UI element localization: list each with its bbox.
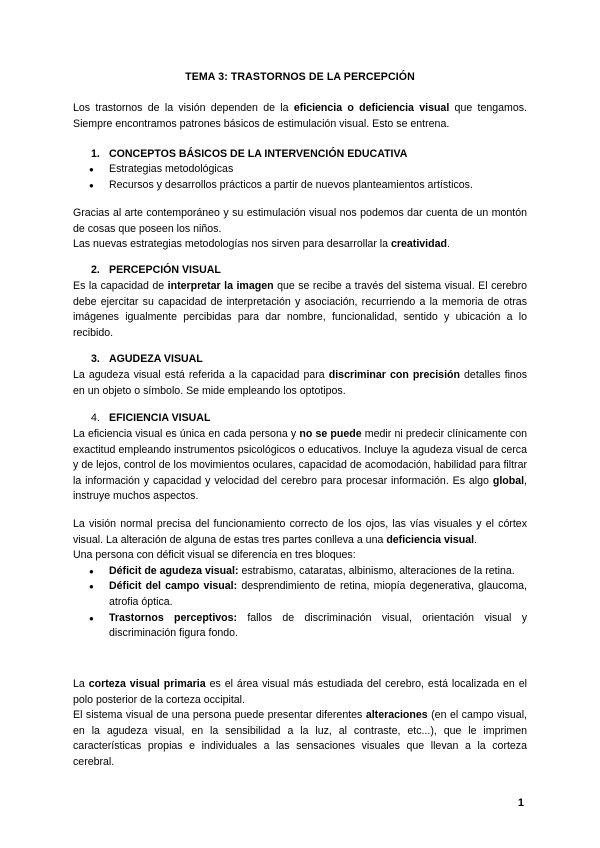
vision-text-3: Una persona con déficit visual se diferencia en tres bloques:: [73, 549, 356, 562]
deficit-text: fallos de discriminación visual, orientación visual y discriminación figura fondo.: [109, 611, 528, 640]
list-item: ● Recursos y desarrollos prácticos a partir de nuevos planteamientos artísticos.: [73, 178, 527, 194]
section-2-number: 2.: [91, 264, 100, 276]
corteza-bold-2: alteraciones: [365, 709, 428, 722]
corteza-text: La: [73, 678, 89, 690]
section-2-paragraph: [73, 279, 527, 341]
section-4-text-end: , instruye muchos aspectos.: [73, 474, 527, 503]
deficit-text: desprendimiento de retina, miopía degenerativa, glaucoma, atrofia óptica.: [109, 580, 528, 608]
section-1-number: 1.: [91, 148, 100, 160]
deficit-label: Déficit de agudeza visual:: [109, 564, 239, 577]
document-title: TEMA 3: TRASTORNOS DE LA PERCEPCIÓN: [185, 71, 415, 83]
section-1-title: CONCEPTOS BÁSICOS DE LA INTERVENCIÓN EDUCATIVA: [109, 148, 408, 160]
section-4-text: La eficiencia visual es única en cada persona y: [73, 428, 300, 440]
section-2-bold: interpretar la imagen: [167, 280, 274, 292]
page-number: 1: [517, 797, 524, 809]
vision-bold: deficiencia visual: [386, 533, 475, 546]
deficit-label: Déficit del campo visual:: [109, 580, 238, 593]
deficit-list: [73, 564, 527, 642]
section-4-bold-2: global: [492, 474, 525, 487]
intro-bold: eficiencia o deficiencia visual: [293, 102, 450, 114]
list-item: [73, 564, 527, 580]
vision-text-end: .: [474, 533, 478, 546]
intro-paragraph: [73, 101, 527, 132]
section-4-number: 4.: [91, 412, 100, 424]
section-4-paragraph: [73, 427, 527, 505]
section-2-heading: [91, 263, 221, 279]
section-3-title: AGUDEZA VISUAL: [109, 353, 203, 365]
section-3-bold: discriminar con precisión: [328, 369, 460, 381]
section-4-heading: [91, 411, 210, 427]
vision-text: La visión normal precisa del funcionamiento correcto de los ojos, las vías visuales y el córtex visual. La alteración de alguna de estas tres partes conlleva a una: [73, 518, 527, 546]
arte-text-end: .: [446, 238, 450, 251]
section-1-list: [73, 162, 527, 193]
section-4-bold: no se puede: [299, 428, 362, 440]
section-4-text-2: medir ni predecir clínicamente con exactitud empleando instrumentos psicológicos o educativos. Incluye la agudeza visual de cerca y de lejos, control de los movimientos oculares, capacidad de acomodación, habilidad para filtrar la información y capacidad y velocidad del cerebro para procesar información. Es algo: [73, 428, 528, 487]
corteza-bold: corteza visual primaria: [88, 678, 206, 690]
section-3-heading: [91, 352, 203, 368]
arte-bold: creatividad: [391, 238, 447, 251]
arte-paragraph: [73, 206, 527, 253]
list-item: [73, 579, 527, 610]
section-2-text: Es la capacidad de: [73, 280, 168, 292]
section-3-text: La agudeza visual está referida a la capacidad para: [73, 369, 329, 381]
section-2-text-end: que se recibe a través del sistema visual. El cerebro debe ejercitar su capacidad de interpretación y asociación, recurriendo a la memoria de otras imágenes igualmente percibidas para dar nombre, funcionalidad, sentido y ubicación a lo recibido.: [73, 280, 527, 339]
arte-text-2: Las nuevas estrategias metodologías nos sirven para desarrollar la: [73, 238, 391, 251]
corteza-text-end: (en el campo visual, en la agudeza visual, en la sensibilidad a la luz, al contraste, etc...), que le imprimen características propias e individuales a las sensaciones visuales que llevan a la corteza cerebral.: [73, 709, 527, 768]
intro-text: Los trastornos de la visión dependen de la: [73, 102, 294, 114]
corteza-text-3: El sistema visual de una persona puede presentar diferentes: [73, 709, 366, 722]
section-3-paragraph: [73, 368, 527, 399]
vision-paragraph: [73, 517, 527, 642]
section-1-heading: [91, 147, 407, 163]
section-4-title: EFICIENCIA VISUAL: [109, 412, 211, 424]
intro-text-end: que tengamos. Siempre encontramos patrones básicos de estimulación visual. Esto se entrena.: [73, 102, 527, 130]
list-item: [73, 611, 527, 642]
section-2-title: PERCEPCIÓN VISUAL: [109, 264, 221, 276]
section-3-text-end: detalles finos en un objeto o símbolo. Se mide empleando los optotipos.: [73, 369, 528, 397]
list-item: ● Estrategias metodológicas: [73, 162, 527, 178]
corteza-text-2: es el área visual más estudiada del cerebro, está localizada en el polo posterior de la corteza occipital.: [73, 678, 527, 706]
section-3-number: 3.: [91, 353, 100, 365]
corteza-paragraph: [73, 677, 527, 771]
arte-text: Gracias al arte contemporáneo y su estimulación visual nos podemos dar cuenta de un montón de cosas que poseen los niños.: [73, 207, 527, 235]
deficit-text: estrabismo, cataratas, albinismo, alteraciones de la retina.: [238, 564, 515, 577]
deficit-label: Trastornos perceptivos:: [109, 611, 238, 624]
